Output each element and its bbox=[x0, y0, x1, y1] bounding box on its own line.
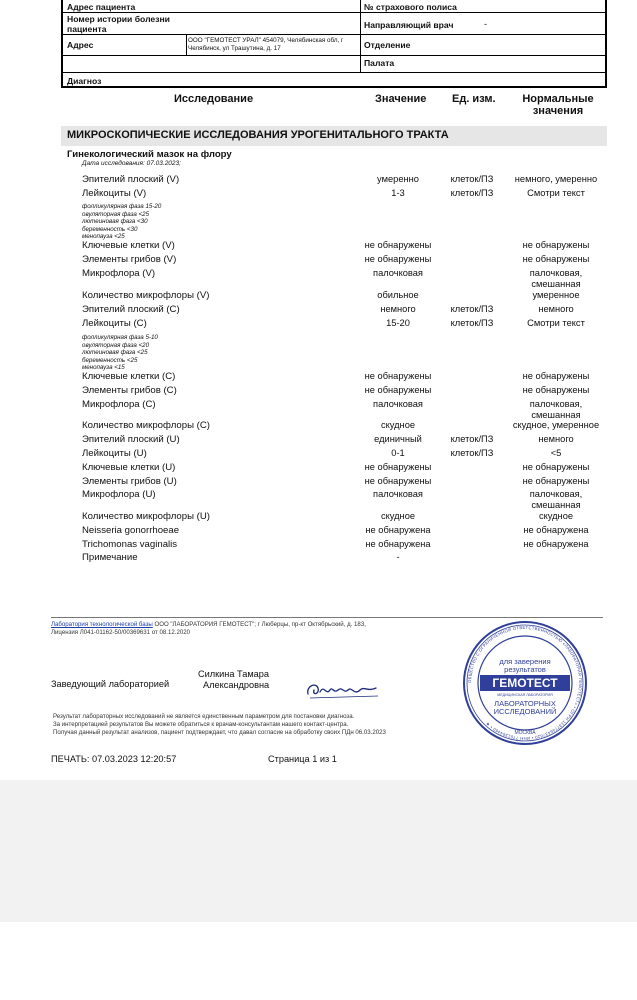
column-header-unit: Ед. изм. bbox=[452, 93, 496, 105]
disclaimer-line-2: За интерпретацией результатов Вы можете обратиться к врачам-консультантам нашего контакт-центра. bbox=[53, 721, 349, 728]
viewer-background bbox=[0, 780, 637, 922]
norm-note-line: менопауза <15 bbox=[82, 364, 125, 371]
result-norm: немного, умеренно bbox=[514, 174, 598, 184]
result-name: Количество микрофлоры (С) bbox=[82, 420, 210, 431]
result-norm: Смотри текст bbox=[527, 318, 585, 328]
result-value: - bbox=[396, 552, 400, 562]
result-norm: не обнаружены bbox=[522, 385, 590, 395]
insurance-label: № страхового полиса bbox=[364, 2, 457, 12]
result-norm: не обнаружены bbox=[522, 254, 590, 264]
result-norm: палочковая, смешанная bbox=[529, 399, 583, 420]
norm-note-line: лютеиновая фаза <25 bbox=[82, 349, 148, 356]
ward-label: Палата bbox=[364, 58, 395, 68]
result-norm: скудное bbox=[538, 511, 574, 521]
norm-note-line: менопауза <25 bbox=[82, 233, 125, 240]
header-divider bbox=[61, 34, 607, 35]
lab-info bbox=[51, 621, 366, 629]
result-name: Ключевые клетки (U) bbox=[82, 462, 176, 473]
result-name: Лейкоциты (С) bbox=[82, 318, 147, 329]
leukocyte-norms-v bbox=[82, 203, 161, 241]
result-name: Микрофлора (С) bbox=[82, 399, 156, 410]
result-value: не обнаружена bbox=[365, 539, 431, 549]
license-text: Лицензия Л041-01162-50/00369631 от 08.12.2020 bbox=[51, 629, 191, 636]
column-header-norm: Нормальные значения bbox=[522, 93, 594, 117]
result-norm: немного bbox=[538, 304, 574, 314]
address-value: ООО "ГЕМОТЕСТ УРАЛ" 454079, Челябинская обл, г Челябинск, ул Трашутина, д. 17 bbox=[188, 37, 344, 52]
stamp-brand: ГЕМОТЕСТ bbox=[492, 676, 558, 690]
footer-divider bbox=[51, 617, 603, 618]
result-name: Эпителий плоский (V) bbox=[82, 174, 180, 185]
norm-note-line: фолликулярная фаза 15-20 bbox=[82, 203, 162, 210]
result-name: Примечание bbox=[82, 552, 138, 563]
header-column-divider bbox=[186, 34, 187, 55]
address-patient-label: Адрес пациента bbox=[67, 2, 136, 12]
result-name: Эпителий плоский (С) bbox=[82, 304, 180, 315]
result-value: скудное bbox=[380, 511, 416, 521]
column-header-test: Исследование bbox=[174, 93, 254, 105]
result-norm: не обнаружена bbox=[523, 525, 589, 535]
head-label: Заведующий лабораторией bbox=[51, 679, 170, 689]
result-norm: палочковая, смешанная bbox=[529, 268, 583, 289]
referring-doctor-label: Направляющий врач bbox=[364, 20, 454, 30]
study-date: Дата исследования: 07.03.2023; bbox=[82, 160, 181, 167]
result-name: Количество микрофлоры (U) bbox=[82, 511, 210, 522]
result-norm: не обнаружены bbox=[522, 371, 590, 381]
header-divider bbox=[61, 12, 607, 13]
lab-link[interactable]: Лаборатория технологической базы bbox=[51, 621, 153, 628]
result-value: не обнаружены bbox=[364, 240, 432, 250]
result-value: единичный bbox=[374, 434, 422, 444]
header-divider bbox=[61, 72, 607, 73]
result-norm: не обнаружены bbox=[522, 476, 590, 486]
lab-seal-stamp bbox=[462, 620, 588, 746]
stamp-top-text-2: результатов bbox=[504, 665, 546, 674]
result-norm: Смотри текст bbox=[527, 188, 585, 198]
result-norm: немного bbox=[538, 434, 574, 444]
norm-note-line: овуляторная фаза <20 bbox=[82, 341, 150, 349]
stamp-bottom-text-1: ЛАБОРАТОРНЫХ bbox=[494, 699, 556, 708]
svg-text:ОБЩЕСТВО С ОГРАНИЧЕННОЙ ОТВЕТС: ОБЩЕСТВО С ОГРАНИЧЕННОЙ ОТВЕТСТВЕННОСТЬЮ «ЛАБОРАТОРИЯ ГЕМОТЕСТ» • ОГРН 1137746437620 • ИНН 7701364460 • ★ bbox=[466, 624, 584, 742]
result-name: Neisseria gonorrhoeae bbox=[82, 525, 180, 536]
disclaimer-line-3: Получая данный результат анализов, пациент подтверждает, что давал согласие на обработку своих ПДн 06.03.2023 bbox=[53, 729, 386, 736]
history-label: Номер истории болезни пациента bbox=[67, 14, 170, 34]
result-value: скудное bbox=[380, 420, 416, 430]
norm-note-line: беременность <25 bbox=[82, 356, 138, 364]
signature-image bbox=[302, 674, 384, 702]
referring-doctor-value: - bbox=[484, 19, 487, 29]
result-value: палочковая bbox=[373, 399, 423, 409]
result-value: 15-20 bbox=[386, 318, 410, 328]
norm-note-line: лютеиновая фаза <30 bbox=[82, 218, 148, 225]
result-value: умеренно bbox=[377, 174, 419, 184]
result-value: не обнаружены bbox=[364, 462, 432, 472]
column-header-value: Значение bbox=[375, 93, 427, 105]
section-title: МИКРОСКОПИЧЕСКИЕ ИССЛЕДОВАНИЯ УРОГЕНИТАЛЬНОГО ТРАКТА bbox=[67, 129, 449, 141]
disclaimer-line-1: Результат лабораторных исследований не является единственным параметром для постановки диагноза. bbox=[53, 713, 355, 720]
head-name-first: Силкина Тамара bbox=[198, 669, 269, 679]
result-value: не обнаружена bbox=[365, 525, 431, 535]
address-label: Адрес bbox=[67, 40, 94, 50]
result-name: Количество микрофлоры (V) bbox=[82, 290, 210, 301]
result-value: 1-3 bbox=[391, 188, 405, 198]
result-name: Эпителий плоский (U) bbox=[82, 434, 180, 445]
result-name: Trichomonas vaginalis bbox=[82, 539, 178, 550]
print-timestamp: ПЕЧАТЬ: 07.03.2023 12:20:57 bbox=[51, 754, 177, 764]
stamp-bottom-text-2: ИССЛЕДОВАНИЙ bbox=[493, 707, 557, 716]
stamp-top-text: для заверения bbox=[499, 657, 551, 666]
result-name: Микрофлора (U) bbox=[82, 489, 156, 500]
subsection-title: Гинекологический мазок на флору bbox=[67, 149, 232, 160]
result-value: не обнаружены bbox=[364, 476, 432, 486]
leukocyte-norms-c bbox=[82, 334, 158, 372]
result-norm: палочковая, смешанная bbox=[529, 489, 583, 510]
norm-note-line: фолликулярная фаза 5-10 bbox=[82, 334, 158, 341]
head-name-second: Александровна bbox=[203, 680, 270, 690]
result-unit: клеток/ПЗ bbox=[450, 304, 494, 314]
result-name: Микрофлора (V) bbox=[82, 268, 156, 279]
result-norm: умеренное bbox=[532, 290, 580, 300]
diagnosis-label: Диагноз bbox=[67, 76, 102, 86]
result-value: немного bbox=[380, 304, 416, 314]
result-norm: <5 bbox=[550, 448, 562, 458]
result-norm: не обнаружены bbox=[522, 462, 590, 472]
result-name: Элементы грибов (V) bbox=[82, 254, 177, 265]
result-value: палочковая bbox=[373, 268, 423, 278]
result-value: не обнаружены bbox=[364, 371, 432, 381]
result-name: Ключевые клетки (С) bbox=[82, 371, 176, 382]
header-column-divider bbox=[360, 0, 361, 72]
result-norm: не обнаружена bbox=[523, 539, 589, 549]
result-name: Элементы грибов (U) bbox=[82, 476, 177, 487]
norm-note-line: овуляторная фаза <25 bbox=[82, 210, 150, 218]
stamp-brand-sub: МЕДИЦИНСКАЯ ЛАБОРАТОРИЯ bbox=[497, 693, 553, 697]
page-number: Страница 1 из 1 bbox=[268, 754, 337, 764]
result-value: 0-1 bbox=[391, 448, 405, 458]
result-unit: клеток/ПЗ bbox=[450, 188, 494, 198]
result-norm: скудное, умеренное bbox=[512, 420, 600, 430]
result-value: не обнаружены bbox=[364, 254, 432, 264]
result-unit: клеток/ПЗ bbox=[450, 434, 494, 444]
result-value: палочковая bbox=[373, 489, 423, 499]
lab-text: ООО "ЛАБОРАТОРИЯ ГЕМОТЕСТ"; г Люберцы, пр-кт Октябрьский, д. 183, bbox=[152, 621, 366, 628]
result-value: обильное bbox=[377, 290, 419, 300]
result-name: Ключевые клетки (V) bbox=[82, 240, 175, 251]
result-name: Лейкоциты (U) bbox=[82, 448, 147, 459]
result-norm: не обнаружены bbox=[522, 240, 590, 250]
result-unit: клеток/ПЗ bbox=[450, 448, 494, 458]
result-unit: клеток/ПЗ bbox=[450, 174, 494, 184]
result-unit: клеток/ПЗ bbox=[450, 318, 494, 328]
header-divider bbox=[61, 55, 607, 56]
stamp-city: МОСКВА bbox=[514, 730, 536, 736]
department-label: Отделение bbox=[364, 40, 411, 50]
android-nav-bar bbox=[0, 922, 637, 1000]
result-name: Лейкоциты (V) bbox=[82, 188, 147, 199]
result-value: не обнаружены bbox=[364, 385, 432, 395]
norm-note-line: беременность <30 bbox=[82, 225, 138, 233]
result-name: Элементы грибов (С) bbox=[82, 385, 177, 396]
